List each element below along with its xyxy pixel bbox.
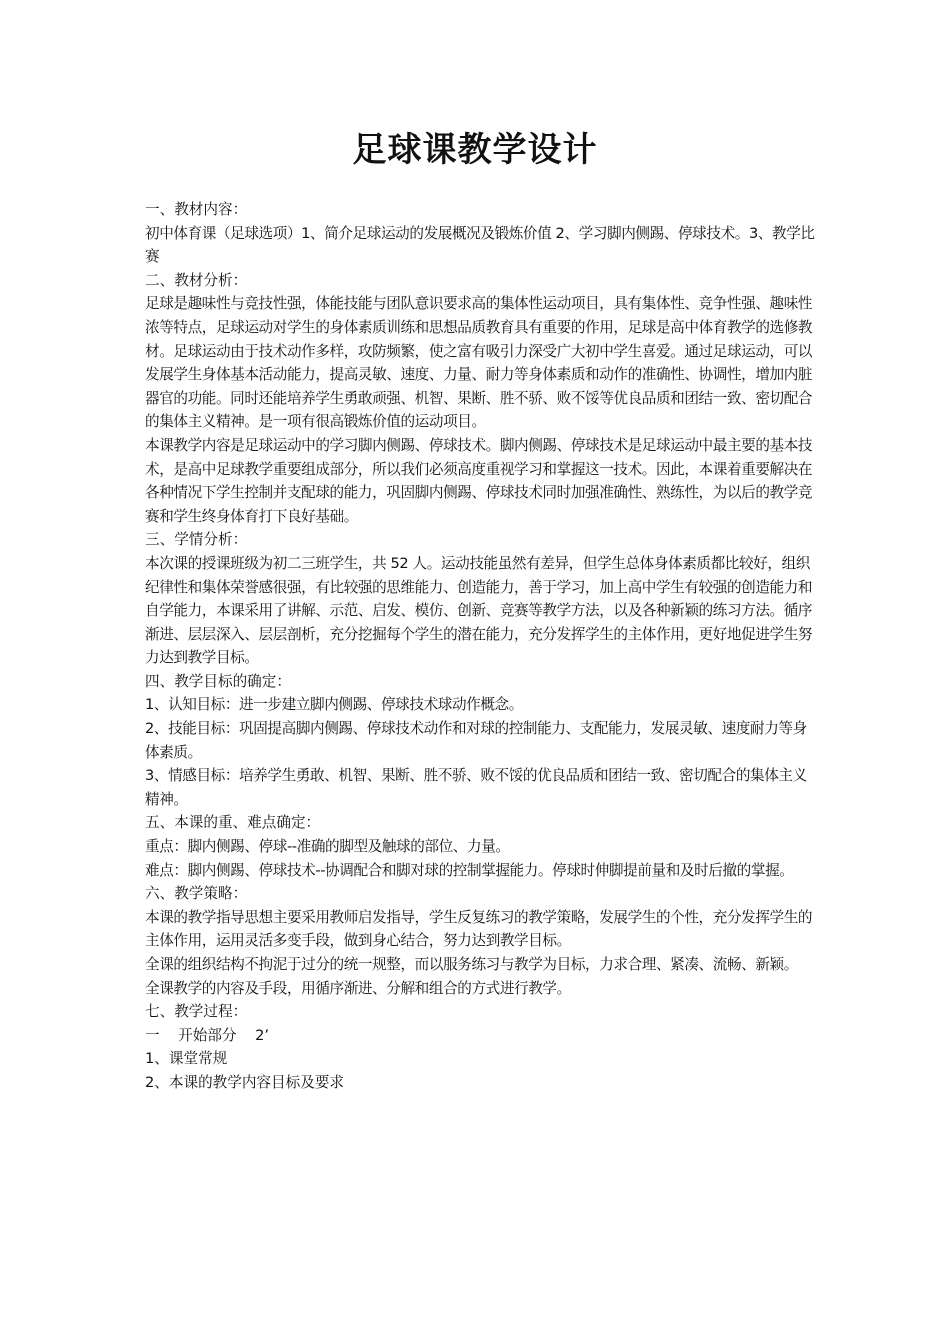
paragraph-strategy-1: 本课的教学指导思想主要采用教师启发指导，学生反复练习的教学策略，发展学生的个性，充分发挥学生的主体作用，运用灵活多变手段，做到身心结合，努力达到教学目标。	[145, 908, 813, 950]
paragraph-process-goals: 2、本课的教学内容目标及要求	[145, 1073, 345, 1091]
document-body	[145, 198, 815, 1095]
paragraph-key-point: 重点：脚内侧踢、停球--准确的脚型及触球的部位、力量。	[145, 838, 510, 856]
paragraph-process-routine: 1、课堂常规	[145, 1050, 228, 1068]
paragraph-materials-content: 初中体育课（足球选项）1、简介足球运动的发展概况及锻炼价值 2、学习脚内侧踢、停球技术。3、教学比赛	[145, 224, 815, 266]
paragraph-strategy-3: 全课教学的内容及手段，用循序渐进、分解和组合的方式进行教学。	[145, 979, 571, 997]
document-title: 足球课教学设计	[352, 130, 598, 170]
section-heading-student-analysis: 三、学情分析：	[145, 531, 248, 549]
section-heading-process: 七、教学过程：	[145, 1003, 248, 1021]
section-heading-key-points: 五、本课的重、难点确定：	[145, 814, 321, 832]
section-heading-objectives: 四、教学目标的确定：	[145, 672, 291, 690]
paragraph-process-start: 一 开始部分 2’	[145, 1026, 270, 1044]
paragraph-analysis-2: 本课教学内容是足球运动中的学习脚内侧踢、停球技术。脚内侧踢、停球技术是足球运动中最主要的基本技术，是高中足球教学重要组成部分，所以我们必须高度重视学习和掌握这一技术。因此，本课着重要解决在各种情况下学生控制并支配球的能力，巩固脚内侧踢、停球技术同时加强准确性、熟练性，为以后的教学竞赛和学生终身体育打下良好基础。	[145, 436, 813, 525]
paragraph-difficult-point: 难点：脚内侧踢、停球技术--协调配合和脚对球的控制掌握能力。停球时伸脚提前量和及时后撤的掌握。	[145, 861, 794, 879]
paragraph-objective-emotional: 3、情感目标：培养学生勇敢、机智、果断、胜不骄、败不馁的优良品质和团结一致、密切配合的集体主义精神。	[145, 767, 807, 808]
document-page	[145, 0, 815, 1344]
paragraph-objective-cognitive: 1、认知目标：进一步建立脚内侧踢、停球技术球动作概念。	[145, 696, 523, 714]
section-heading-strategy: 六、教学策略：	[145, 885, 248, 903]
paragraph-strategy-2: 全课的组织结构不拘泥于过分的统一规整，而以服务练习与教学为目标，力求合理、紧凑、流畅、新颖。	[145, 956, 798, 973]
section-heading-materials: 一、教材内容：	[145, 201, 248, 218]
section-heading-analysis: 二、教材分析：	[145, 271, 248, 289]
paragraph-analysis-1: 足球是趣味性与竞技性强，体能技能与团队意识要求高的集体性运动项目，具有集体性、竞争性强、趣味性浓等特点，足球运动对学生的身体素质训练和思想品质教育具有重要的作用，足球是高中体育教学的选修教材。足球运动由于技术动作多样，攻防频繁，使之富有吸引力深受广大初中学生喜爱。通过足球运动，可以发展学生身体基本活动能力，提高灵敏、速度、力量、耐力等身体素质和动作的准确性、协调性，增加内脏器官的功能。同时还能培养学生勇敢顽强、机智、果断、胜不骄、败不馁等优良品质和团结一致、密切配合的集体主义精神。是一项有很高锻炼价值的运动项目。	[145, 295, 813, 431]
paragraph-student-analysis: 本次课的授课班级为初二三班学生，共 52 人。运动技能虽然有差异，但学生总体身体素质都比较好，组织纪律性和集体荣誉感很强，有比较强的思维能力、创造能力，善于学习，加上高中学生有较强的创造能力和自学能力，本课采用了讲解、示范、启发、模仿、创新、竞赛等教学方法，以及各种新颖的练习方法。循序渐进、层层深入、层层剖析，充分挖掘每个学生的潜在能力，充分发挥学生的主体作用，更好地促进学生努力达到教学目标。	[145, 554, 813, 667]
paragraph-objective-skill: 2、技能目标：巩固提高脚内侧踢、停球技术动作和对球的控制能力、支配能力，发展灵敏、速度耐力等身体素质。	[145, 720, 807, 761]
